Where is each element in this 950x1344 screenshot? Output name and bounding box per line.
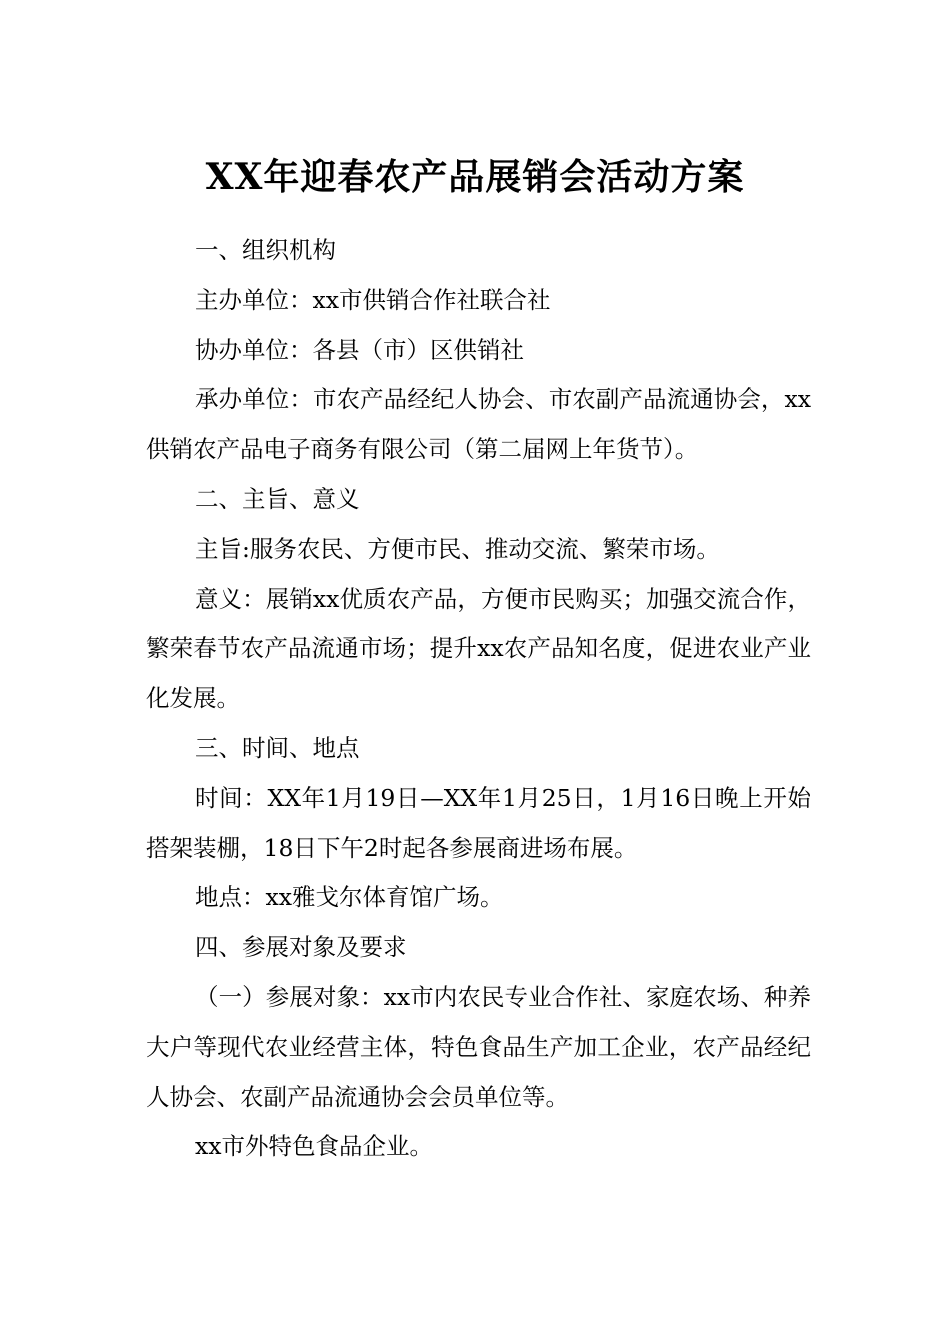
paragraph-place: 地点：xx雅戈尔体育馆广场。: [195, 883, 504, 912]
section-heading-purpose: 二、主旨、意义: [195, 484, 360, 513]
document-title: XX年迎春农产品展销会活动方案: [205, 156, 745, 199]
section-heading-time-place: 三、时间、地点: [195, 733, 360, 762]
paragraph-purpose: 主旨:服务农民、方便市民、推动交流、繁荣市场。: [195, 534, 720, 563]
paragraph-time: 时间：XX年1月19日—XX年1月25日，1月16日晚上开始搭架装棚，18日下午2时起各参展商进场布展。: [146, 783, 811, 862]
section-heading-exhibitors: 四、参展对象及要求: [195, 933, 407, 962]
document-body: [146, 226, 811, 1172]
paragraph-external-exhibitors: xx市外特色食品企业。: [195, 1132, 434, 1161]
paragraph-exhibitors: （一）参展对象：xx市内农民专业合作社、家庭农场、种养大户等现代农业经营主体，特色食品生产加工企业，农产品经纪人协会、农副产品流通协会会员单位等。: [146, 982, 811, 1111]
paragraph-co-host: 协办单位：各县（市）区供销社: [195, 335, 524, 364]
section-heading-organization: 一、组织机构: [195, 236, 336, 264]
paragraph-significance: 意义：展销xx优质农产品，方便市民购买；加强交流合作，繁荣春节农产品流通市场；提升xx农产品知名度，促进农业产业化发展。: [146, 584, 811, 713]
paragraph-organizer: 承办单位：市农产品经纪人协会、市农副产品流通协会，xx供销农产品电子商务有限公司（第二届网上年货节）。: [146, 385, 811, 464]
paragraph-host: 主办单位：xx市供销合作社联合社: [195, 285, 551, 314]
